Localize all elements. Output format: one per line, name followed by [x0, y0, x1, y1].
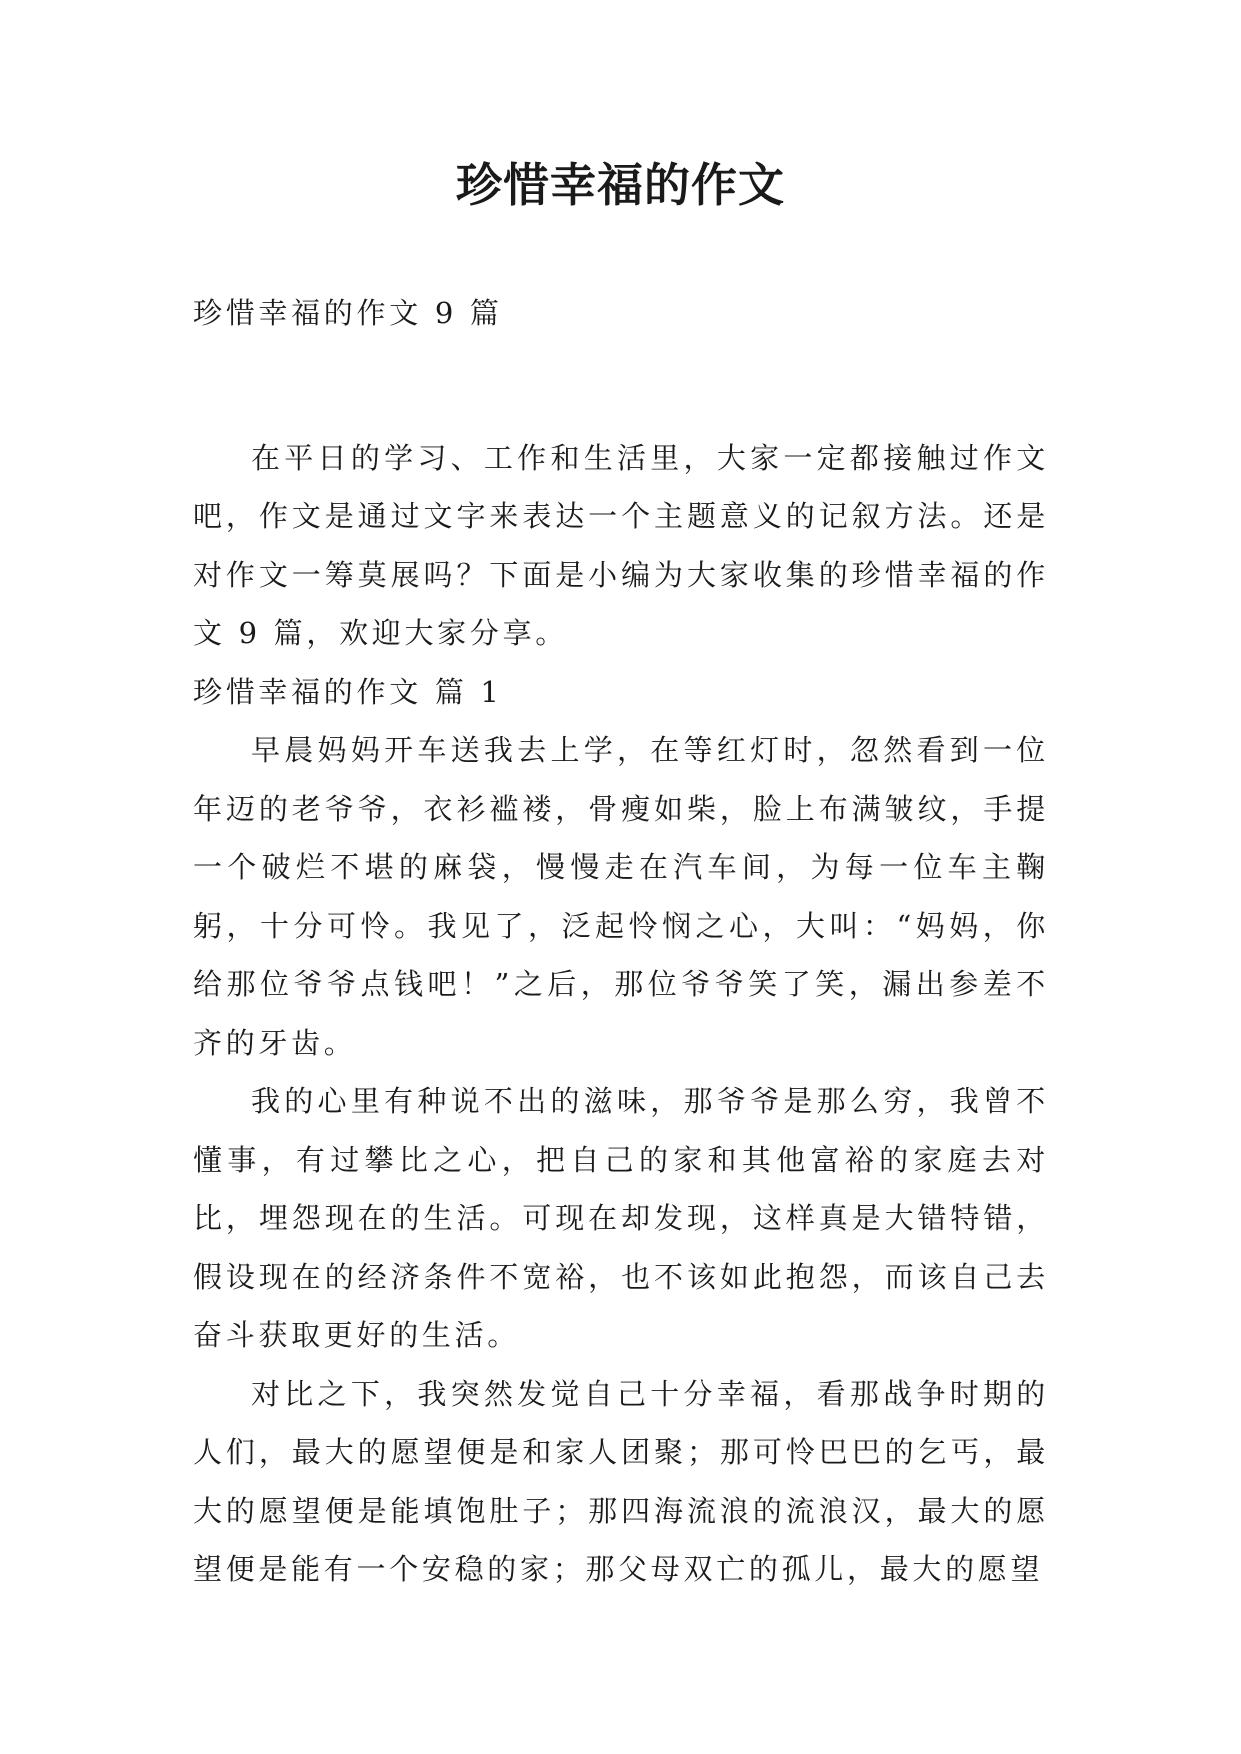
document-body	[193, 284, 1049, 1599]
body-paragraph: 我的心里有种说不出的滋味，那爷爷是那么穷，我曾不懂事，有过攀比之心，把自己的家和其他富裕的家庭去对比，埋怨现在的生活。可现在却发现，这样真是大错特错，假设现在的经济条件不宽裕，也不该如此抱怨，而该自己去奋斗获取更好的生活。	[193, 1084, 1049, 1352]
body-paragraph: 早晨妈妈开车送我去上学，在等红灯时，忽然看到一位年迈的老爷爷，衣衫褴褛，骨瘦如柴，脸上布满皱纹，手提一个破烂不堪的麻袋，慢慢走在汽车间，为每一位车主鞠躬，十分可怜。我见了，泛起怜悯之心，大叫：“妈妈，你给那位爷爷点钱吧！”之后，那位爷爷笑了笑，漏出参差不齐的牙齿。	[193, 733, 1049, 1060]
document-title: 珍惜幸福的作文	[456, 158, 785, 212]
blank-gap	[193, 343, 1049, 429]
body-paragraph: 对比之下，我突然发觉自己十分幸福，看那战争时期的人们，最大的愿望便是和家人团聚；那可怜巴巴的乞丐，最大的愿望便是能填饱肚子；那四海流浪的流浪汉，最大的愿望便是能有一个安稳的家；那父母双亡的孤儿，最大的愿望	[193, 1376, 1049, 1586]
intro-paragraph: 在平日的学习、工作和生活里，大家一定都接触过作文吧，作文是通过文字来表达一个主题意义的记叙方法。还是对作文一筹莫展吗？下面是小编为大家收集的珍惜幸福的作文 9 篇，欢迎大家分享。	[193, 440, 1049, 650]
section-heading: 珍惜幸福的作文 篇 1	[193, 674, 503, 709]
document-subtitle: 珍惜幸福的作文 9 篇	[193, 296, 503, 330]
